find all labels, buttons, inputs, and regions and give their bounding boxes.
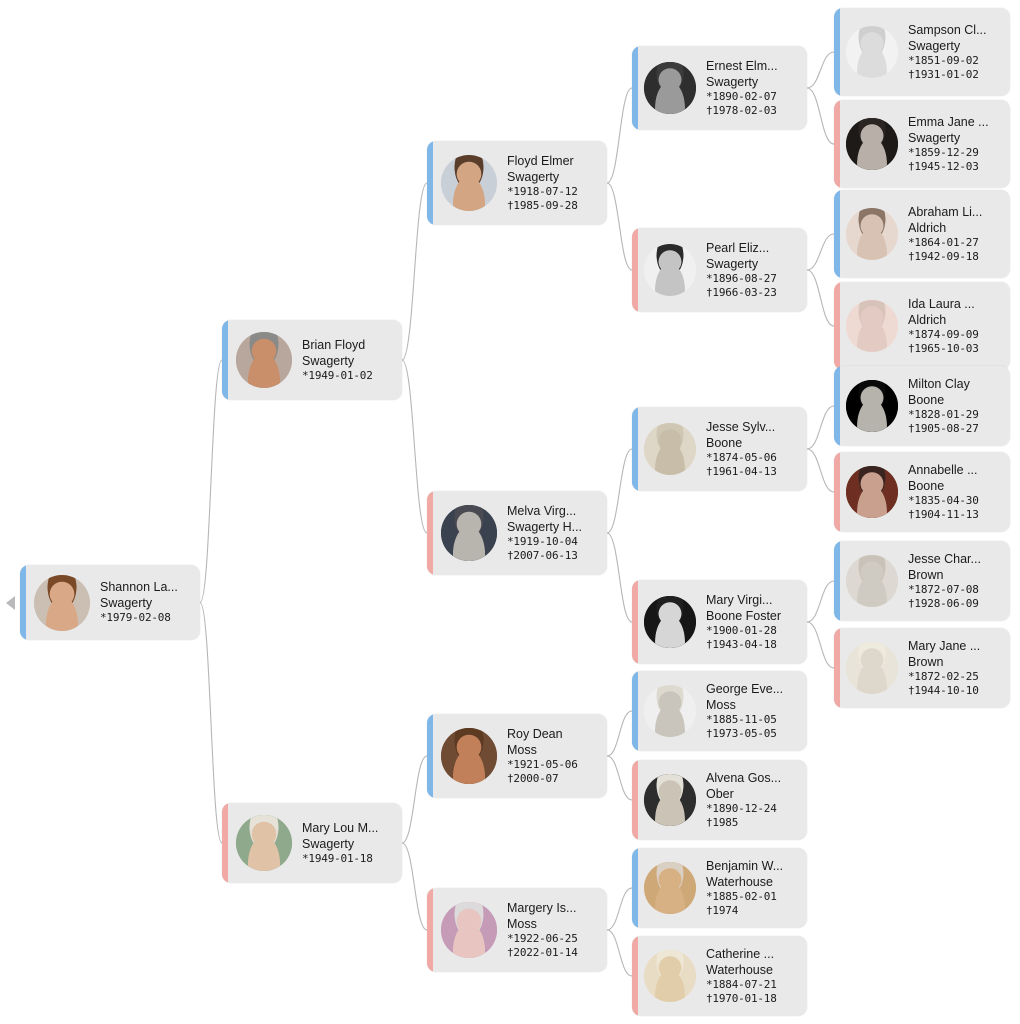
sex-color-bar (834, 628, 840, 708)
person-given-name: Ernest Elm... (706, 58, 778, 73)
person-given-name: Abraham Li... (908, 204, 983, 219)
portrait-photo (644, 62, 696, 114)
death-date: †1966-03-23 (706, 286, 777, 299)
avatar (846, 26, 898, 78)
person-given-name: Mary Jane ... (908, 638, 981, 653)
sex-color-bar (20, 565, 26, 640)
avatar (236, 815, 292, 871)
sex-color-bar (632, 580, 638, 664)
portrait-photo (846, 300, 898, 352)
avatar (441, 155, 497, 211)
person-card[interactable] (632, 760, 807, 840)
link-line (607, 756, 632, 800)
person-details (908, 22, 987, 82)
person-surname: Swagerty (302, 836, 355, 851)
person-card[interactable] (834, 452, 1010, 532)
portrait-photo (846, 26, 898, 78)
person-details (706, 770, 781, 830)
birth-date: *1874-09-09 (908, 327, 979, 341)
person-given-name: Annabelle ... (908, 462, 978, 477)
person-given-name: Jesse Char... (908, 551, 981, 566)
birth-date: *1922-06-25 (507, 931, 578, 945)
person-given-name: Ida Laura ... (908, 296, 975, 311)
avatar (846, 555, 898, 607)
death-date: †1965-10-03 (908, 342, 979, 355)
person-details (302, 337, 373, 383)
portrait-photo (644, 596, 696, 648)
death-date: †1931-01-02 (908, 68, 979, 81)
birth-date: *1949-01-18 (302, 851, 373, 865)
birth-date: *1872-02-25 (908, 669, 979, 683)
birth-date: *1890-12-24 (706, 801, 777, 815)
sex-color-bar (632, 936, 638, 1016)
person-details (507, 726, 578, 786)
link-line (200, 360, 222, 603)
avatar (644, 244, 696, 296)
person-details (908, 204, 982, 264)
person-card[interactable] (632, 228, 807, 312)
sex-color-bar (632, 848, 638, 928)
sex-color-bar (427, 888, 433, 972)
person-details (908, 296, 979, 356)
birth-date: *1921-05-06 (507, 757, 578, 771)
link-line (402, 360, 427, 533)
person-given-name: Milton Clay (908, 376, 970, 391)
person-card[interactable] (632, 848, 807, 928)
avatar (846, 118, 898, 170)
person-given-name: Alvena Gos... (706, 770, 782, 785)
person-details (706, 858, 783, 918)
birth-date: *1872-07-08 (908, 582, 979, 596)
sex-color-bar (632, 760, 638, 840)
person-given-name: Benjamin W... (706, 858, 784, 873)
death-date: †1961-04-13 (706, 465, 777, 478)
person-card[interactable] (834, 282, 1010, 370)
person-given-name: Shannon La... (100, 580, 178, 595)
portrait-photo (644, 950, 696, 1002)
birth-date: *1851-09-02 (908, 53, 979, 67)
birth-date: *1900-01-28 (706, 623, 777, 637)
link-line (607, 533, 632, 622)
portrait-photo (441, 902, 497, 958)
person-surname: Swagerty (706, 256, 759, 271)
avatar (846, 642, 898, 694)
person-surname: Swagerty (507, 169, 560, 184)
death-date: †1945-12-03 (908, 160, 979, 173)
link-line (402, 756, 427, 843)
person-given-name: Brian Floyd (302, 337, 366, 352)
portrait-photo (846, 208, 898, 260)
link-line (807, 88, 834, 144)
death-date: †1978-02-03 (706, 104, 777, 117)
avatar (236, 332, 292, 388)
birth-date: *1864-01-27 (908, 235, 979, 249)
portrait-photo (846, 118, 898, 170)
portrait-photo (236, 815, 292, 871)
avatar (644, 774, 696, 826)
birth-date: *1885-11-05 (706, 712, 777, 726)
person-details (706, 592, 781, 652)
person-card[interactable] (834, 100, 1010, 188)
sex-color-bar (632, 671, 638, 751)
person-surname: Moss (507, 916, 537, 931)
person-card[interactable] (834, 541, 1010, 621)
person-details (908, 114, 989, 174)
birth-date: *1874-05-06 (706, 450, 777, 464)
person-card[interactable] (427, 491, 607, 575)
person-card[interactable] (834, 366, 1010, 446)
sex-color-bar (427, 141, 433, 225)
person-given-name: Melva Virg... (507, 503, 577, 518)
birth-date: *1885-02-01 (706, 889, 777, 903)
death-date: †1974 (706, 904, 739, 917)
person-surname: Swagerty (100, 596, 153, 611)
collapse-arrow-icon[interactable] (6, 596, 15, 610)
person-card[interactable] (632, 580, 807, 664)
sex-color-bar (834, 366, 840, 446)
person-card[interactable] (20, 565, 200, 640)
sex-color-bar (834, 100, 840, 188)
person-details (908, 638, 980, 698)
person-card[interactable] (834, 190, 1010, 278)
person-given-name: Mary Virgi... (706, 592, 773, 607)
portrait-photo (644, 244, 696, 296)
person-surname: Aldrich (908, 312, 947, 327)
person-details (908, 551, 981, 611)
person-details (507, 503, 582, 563)
death-date: †1944-10-10 (908, 684, 979, 697)
person-card[interactable] (632, 46, 807, 130)
link-line (607, 711, 632, 756)
person-surname: Moss (706, 697, 736, 712)
avatar (441, 728, 497, 784)
person-details (908, 462, 979, 522)
person-card[interactable] (427, 141, 607, 225)
sex-color-bar (427, 714, 433, 798)
sex-color-bar (632, 407, 638, 491)
sex-color-bar (222, 320, 228, 400)
person-card[interactable] (427, 888, 607, 972)
link-line (807, 622, 834, 668)
death-date: †2022-01-14 (507, 946, 578, 959)
person-given-name: Sampson Cl... (908, 22, 987, 37)
avatar (644, 62, 696, 114)
birth-date: *1835-04-30 (908, 493, 979, 507)
person-surname: Ober (706, 786, 734, 801)
person-given-name: Roy Dean (507, 726, 563, 741)
person-given-name: Catherine ... (706, 946, 775, 961)
avatar (441, 902, 497, 958)
person-details (706, 419, 777, 479)
portrait-photo (236, 332, 292, 388)
person-surname: Swagerty (706, 74, 759, 89)
death-date: †1905-08-27 (908, 422, 979, 435)
avatar (34, 575, 90, 631)
portrait-photo (846, 466, 898, 518)
birth-date: *1979-02-08 (100, 611, 171, 625)
death-date: †1942-09-18 (908, 250, 979, 263)
link-line (607, 888, 632, 930)
avatar (846, 208, 898, 260)
birth-date: *1896-08-27 (706, 271, 777, 285)
birth-date: *1919-10-04 (507, 534, 578, 548)
portrait-photo (846, 642, 898, 694)
sex-color-bar (834, 541, 840, 621)
link-line (807, 234, 834, 270)
link-line (402, 843, 427, 930)
avatar (644, 423, 696, 475)
death-date: †1970-01-18 (706, 992, 777, 1005)
sex-color-bar (632, 46, 638, 130)
death-date: †1973-05-05 (706, 727, 777, 740)
person-given-name: George Eve... (706, 681, 784, 696)
birth-date: *1949-01-02 (302, 368, 373, 382)
person-card[interactable] (632, 671, 807, 751)
person-surname: Boone (908, 392, 945, 407)
avatar (644, 596, 696, 648)
birth-date: *1918-07-12 (507, 184, 578, 198)
avatar (644, 685, 696, 737)
birth-date: *1884-07-21 (706, 977, 777, 991)
person-surname: Boone Foster (706, 608, 782, 623)
death-date: †1943-04-18 (706, 638, 777, 651)
link-line (402, 183, 427, 360)
sex-color-bar (222, 803, 228, 883)
person-card[interactable] (834, 8, 1010, 96)
person-details (706, 681, 783, 741)
person-given-name: Margery Is... (507, 900, 577, 915)
person-given-name: Floyd Elmer (507, 153, 574, 168)
person-surname: Boone (706, 435, 743, 450)
person-given-name: Mary Lou M... (302, 820, 379, 835)
avatar (846, 380, 898, 432)
person-card[interactable] (632, 936, 807, 1016)
sex-color-bar (632, 228, 638, 312)
avatar (846, 300, 898, 352)
portrait-photo (644, 862, 696, 914)
person-card[interactable] (834, 628, 1010, 708)
sex-color-bar (834, 452, 840, 532)
link-line (807, 270, 834, 326)
person-details (507, 900, 578, 960)
link-line (607, 449, 632, 533)
person-details (100, 579, 178, 625)
avatar (846, 466, 898, 518)
portrait-photo (441, 728, 497, 784)
portrait-photo (441, 505, 497, 561)
person-details (706, 946, 777, 1006)
person-surname: Swagerty H... (507, 519, 583, 534)
portrait-photo (441, 155, 497, 211)
sex-color-bar (427, 491, 433, 575)
link-line (607, 88, 632, 183)
death-date: †1985-09-28 (507, 199, 578, 212)
person-details (302, 820, 378, 866)
avatar (644, 950, 696, 1002)
person-given-name: Emma Jane ... (908, 114, 989, 129)
person-surname: Aldrich (908, 220, 947, 235)
death-date: †1928-06-09 (908, 597, 979, 610)
person-surname: Brown (908, 567, 944, 582)
person-card[interactable] (632, 407, 807, 491)
death-date: †1904-11-13 (908, 508, 979, 521)
birth-date: *1859-12-29 (908, 145, 979, 159)
person-details (706, 240, 777, 300)
portrait-photo (644, 774, 696, 826)
portrait-photo (846, 380, 898, 432)
person-card[interactable] (427, 714, 607, 798)
portrait-photo (644, 685, 696, 737)
person-surname: Swagerty (302, 353, 355, 368)
link-line (200, 603, 222, 844)
portrait-photo (34, 575, 90, 631)
person-surname: Waterhouse (706, 962, 773, 977)
avatar (441, 505, 497, 561)
portrait-photo (644, 423, 696, 475)
sex-color-bar (834, 282, 840, 370)
person-card[interactable] (222, 320, 402, 400)
person-surname: Waterhouse (706, 874, 773, 889)
link-line (807, 406, 834, 449)
link-line (807, 449, 834, 492)
person-card[interactable] (222, 803, 402, 883)
death-date: †2000-07 (507, 772, 559, 785)
link-line (607, 183, 632, 270)
death-date: †2007-06-13 (507, 549, 578, 562)
link-line (807, 52, 834, 88)
person-details (908, 376, 979, 436)
link-line (607, 930, 632, 976)
person-given-name: Jesse Sylv... (706, 419, 776, 434)
portrait-photo (846, 555, 898, 607)
birth-date: *1828-01-29 (908, 407, 979, 421)
link-line (807, 581, 834, 622)
person-surname: Swagerty (908, 38, 961, 53)
death-date: †1985 (706, 816, 739, 829)
person-given-name: Pearl Eliz... (706, 240, 770, 255)
person-details (706, 58, 778, 118)
person-details (507, 153, 578, 213)
person-surname: Brown (908, 654, 944, 669)
sex-color-bar (834, 8, 840, 96)
birth-date: *1890-02-07 (706, 89, 777, 103)
person-surname: Swagerty (908, 130, 961, 145)
avatar (644, 862, 696, 914)
sex-color-bar (834, 190, 840, 278)
person-surname: Boone (908, 478, 945, 493)
person-surname: Moss (507, 742, 537, 757)
